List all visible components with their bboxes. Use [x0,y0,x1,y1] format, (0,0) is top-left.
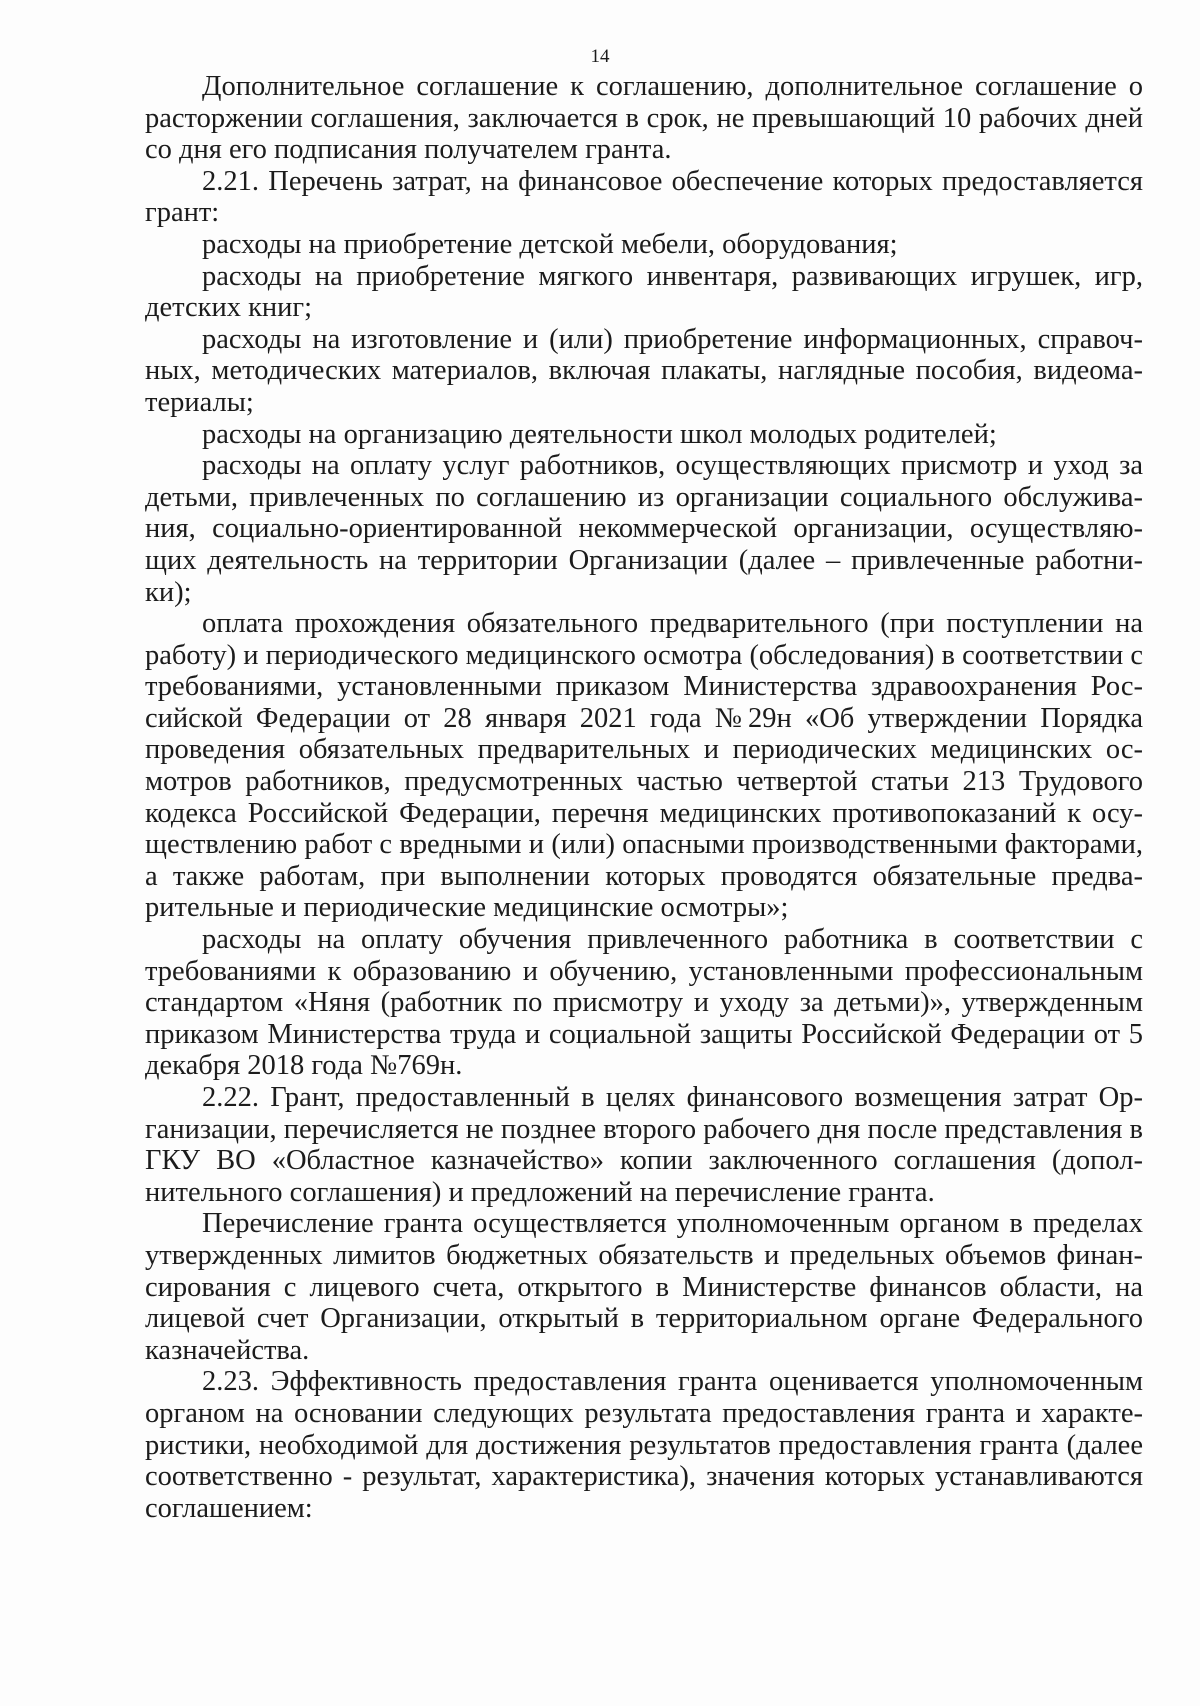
list-item-toys: расходы на приобретение мягкого инвентаря, развивающих игрушек, игр, детских книг; [145,260,1143,324]
list-item-training: расходы на оплату обучения привлеченного работника в соответствии с требованиями к образованию и обучению, установленными профессиональным стандартом «Няня (работник по присмотру и уходу за детьми)», утвержденным приказом Министерства труда и социальной защиты Российской Федерации от 5 декабря 2018 года №769н. [145,924,1143,1082]
list-item-materials: расходы на изготовление и (или) приобретение информационных, справочных, методических материалов, включая плакаты, наглядные пособия, видеоматериалы; [145,323,1143,418]
paragraph-2-22: 2.22. Грант, предоставленный в целях финансового возмещения затрат Организации, перечисляется не позднее второго рабочего дня после представления в ГКУ ВО «Областное казначейство» копии заключенного соглашения (дополнительного соглашения) и предложений на перечисление гранта. [145,1082,1143,1208]
list-item-medical: оплата прохождения обязательного предварительного (при поступлении на работу) и периодического медицинского осмотра (обследования) в соответствии с требованиями, установленными приказом Министерства здравоохранения Российской Федерации от 28 января 2021 года №29н «Об утверждении Порядка проведения обязательных предварительных и периодических медицинских осмотров работников, предусмотренных частью четвертой статьи 213 Трудового кодекса Российской Федерации, перечня медицинских противопоказаний к осуществлению работ с вредными и (или) опасными производственными факторами, а также работам, при выполнении которых проводятся обязательные предварительные и периодические медицинские осмотры»; [145,608,1143,924]
paragraph-2-23: 2.23. Эффективность предоставления гранта оценивается уполномоченным органом на основании следующих результата предоставления гранта и характеристики, необходимой для достижения результатов предоставления гранта (далее соответственно - результат, характеристика), значения которых устанавливаются соглашением: [145,1366,1143,1524]
paragraph-2-21: 2.21. Перечень затрат, на финансовое обеспечение которых предоставляется грант: [145,165,1143,229]
list-item-schools: расходы на организацию деятельности школ молодых родителей; [202,418,997,450]
paragraph-continuation: Дополнительное соглашение к соглашению, дополнительное соглашение о расторжении соглашения, заключается в срок, не превышающий 10 рабочих дней со дня его подписания получателем гранта. [145,71,1143,166]
list-item-furniture: расходы на приобретение детской мебели, оборудования; [202,228,898,260]
paragraph-transfer: Перечисление гранта осуществляется уполномоченным органом в пределах утвержденных лимитов бюджетных обязательств и предельных объемов финансирования с лицевого счета, открытого в Министерстве финансов области, на лицевой счет Организации, открытый в территориальном органе Федерального казначейства. [145,1208,1143,1366]
document-body [145,71,1143,1524]
page-number: 14 [590,46,610,67]
list-item-workers: расходы на оплату услуг работников, осуществляющих присмотр и уход за детьми, привлеченных по соглашению из организации социального обслуживания, социально-ориентированной некоммерческой организации, осуществляющих деятельность на территории Организации (далее – привлеченные работники); [145,450,1143,608]
